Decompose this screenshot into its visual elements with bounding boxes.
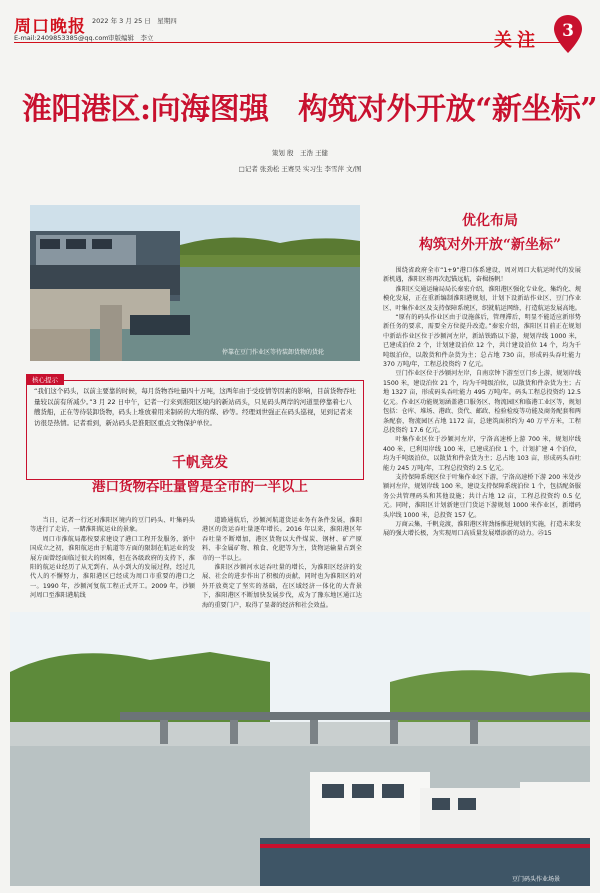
article-paragraph: 围绕省政府全市“1+9”港口体系建设，周对周口大航运时代的发展新机遇，淮阳区将再次起锚远航，奋楫扬帆！ (383, 267, 581, 284)
article-paragraph: 道路通航后，沙颍河航道货运业务有条件发展，淮阳港区的货运吞吐量逐年增长。2016 年以来，淮阳港区年吞吐量不断增加，港区货物以大件煤炭、钢材、矿产原料、非金属矿物、粮食、化肥等为主，货物运输量占到全市的一半以上。 (202, 517, 362, 562)
bridge-boats-photo (10, 612, 590, 886)
subhead-right (380, 210, 600, 254)
contact-email: E-mail:2409853385@qq.com (14, 34, 109, 42)
subhead-right-line1: 优化布局 (462, 213, 518, 229)
page-editor: 审版编辑 李立 (108, 34, 154, 42)
subhead-left-line1: 千帆竞发 (172, 455, 228, 471)
article-column-left-2 (202, 516, 362, 609)
byline-planners: 策划 殷 王浩 王健 (271, 149, 329, 157)
article-column-left-1 (30, 516, 195, 604)
photo-caption: 豆门码头作业场景 (512, 876, 561, 883)
key-point-label: 核心提示 (26, 374, 64, 385)
subhead-left-line2: 港口货物吞吐量曾是全市的一半以上 (92, 479, 308, 495)
page-title: 淮阳港区:向海图强 构筑对外开放“新坐标” (22, 92, 598, 127)
subhead-left (30, 452, 370, 495)
article-paragraph: 支持保障系统区位于叶集作业区下游，宁洛高速桥下游 200 米处沙颍河左岸，规划岸线 100 米，建设支持保障系统泊位 1 个，包括配备服务公共管理码头和其他设施；共计占地 12 亩，工程总投资约 0.5 亿元。同时，淮阳区计划新建豆门货运下游规划 1000 米作业区，新增码头岸线 1000 米，总投资 157 亿。 (383, 473, 581, 519)
photo-caption: 停靠在豆门作业区等待装卸货物的货轮 (222, 349, 325, 356)
newspaper-header (0, 0, 600, 72)
article-paragraph: 万商云集，千帆竞渡，淮阳港区将劲扬推进规划的实施，打造未来发展的强大增长极，为实现周口高质量发展增添新的动力。㉕15 (383, 520, 582, 538)
article-paragraph: 豆门作业区位于沙颍河左岸，自南京钟下游至豆门乡上游，规划岸线 1500 米，建设泊位 21 个，均为千吨级泊位，以散货和件杂货为主；占地 1327 亩，形成码头吞吐能力 495 万吨/年。码头工程总投资约 12.5 亿元。作业区功能规划涵盖港口服务区、物流园区和临港工业区等，规划包括：仓库、堆场、港政、货代、邮政、检验检疫等功能及商务配套和两条配套，物流园区占地 1172 亩，总建筑面积约为 40 万平方米，工程总投资约 17.6 亿元。 (383, 370, 582, 434)
cargo-ship-photo (30, 205, 360, 361)
article-paragraph: 叶集作业区位于沙颍河左岸，宁洛高速桥上游 700 米，规划岸线 400 米，已利用岸线 100 米，已建成泊位 1 个，计划扩建 4 个泊位，均为千吨级泊位，以散货和件杂货为主；总占地 103 亩，形成码头吞吐能力 245 万吨/年，工程总投资约 2.5 亿元。 (383, 436, 581, 472)
article-paragraph: 周口市淮航局都按要求建设了港口工程开发服务，新中国成立之初，淮阳航运由于航道等方面的限制在航运业的发展方面曾经面临过很大的困难，但在各级政府的支持下，淮阳的航运业经历了从无到有、从小到大的发展过程，经过几代人的不懈努力，淮阳港区已经成为周口市重要的港口之一。1990 年，沙颍河复航工程正式开工。2009 年，沙颍河周口至淮阳港航线 (30, 535, 195, 600)
key-point-text: “我们这个码头，以前主要靠的时候，每月货物吞吐量四十万吨，这两年由于受疫情等因素的影响，目前货物吞吐量较以前有所减少。”3 月 22 日中午，记者一行来到淮阳区境内的新站码头，只见码头两岸的河道里停靠着七八艘货船，正在等待装卸货物，码头上堆放着用来制砖的大堆的煤、砂等。经理刘世强正在码头巡视，见到记者来访很是热情。记者看到，新站码头是淮阳区重点文物保护单位。 (34, 387, 356, 427)
article-column-right (383, 266, 581, 608)
issue-date: 2022 年 3 月 25 日 星期四 (92, 17, 177, 25)
section-title: 关注 (494, 30, 540, 51)
article-paragraph: 当日，记者一行还对淮阳区境内的豆门码头、叶集码头等进行了走访，一睹淮阳航运业的景象。 (30, 517, 195, 534)
article-paragraph: “原有的码头作业区由于设施落后，管理滞后，明显不能适应新形势新任务的要求，需要全方位提升改造。”秦宏介绍，淮阳区目前正在规划中新站作业区位于沙颍河左岸，新站铁路以下游，规划岸线 1000 米，已建成泊位 2 个，计划建设泊位 12 个，共计建设泊位 14 个，均为千吨级泊位，以散货和件杂货为主；总占地 730 亩，形成码头吞吐能力 370 万吨/年，工程总投资约 7 亿元。 (383, 314, 581, 369)
page-number: 3 (562, 21, 574, 41)
masthead-logo: 周口晚报 (14, 17, 86, 37)
subhead-right-line2: 构筑对外开放“新坐标” (418, 237, 562, 253)
header-divider (14, 42, 560, 43)
article-paragraph: 淮阳区沙颍河水运吞吐量的增长，为淮阳区经济的发展、社会的进步作出了积极的贡献，同时也为淮阳区的对外开放奠定了坚实的基础，在区域经济一体化的大背景下，淮阳港区不断加快发展步伐，成为了豫东地区通江达海的重要门户，取得了显著的经济和社会效益。 (202, 564, 362, 609)
article-paragraph: 淮阳区交通运输局局长秦宏介绍，淮阳港区强化专业化、集约化、规模化发展，正在重新编制淮阳港规划，计划下设新站作业区、豆门作业区、叶集作业区及支持保障系统区，织就航运网络，打造航运发展高地。 (383, 285, 582, 312)
byline-reporters: □记者 张劲松 王赛昊 实习生 李雪萍 文/图 (238, 165, 362, 173)
